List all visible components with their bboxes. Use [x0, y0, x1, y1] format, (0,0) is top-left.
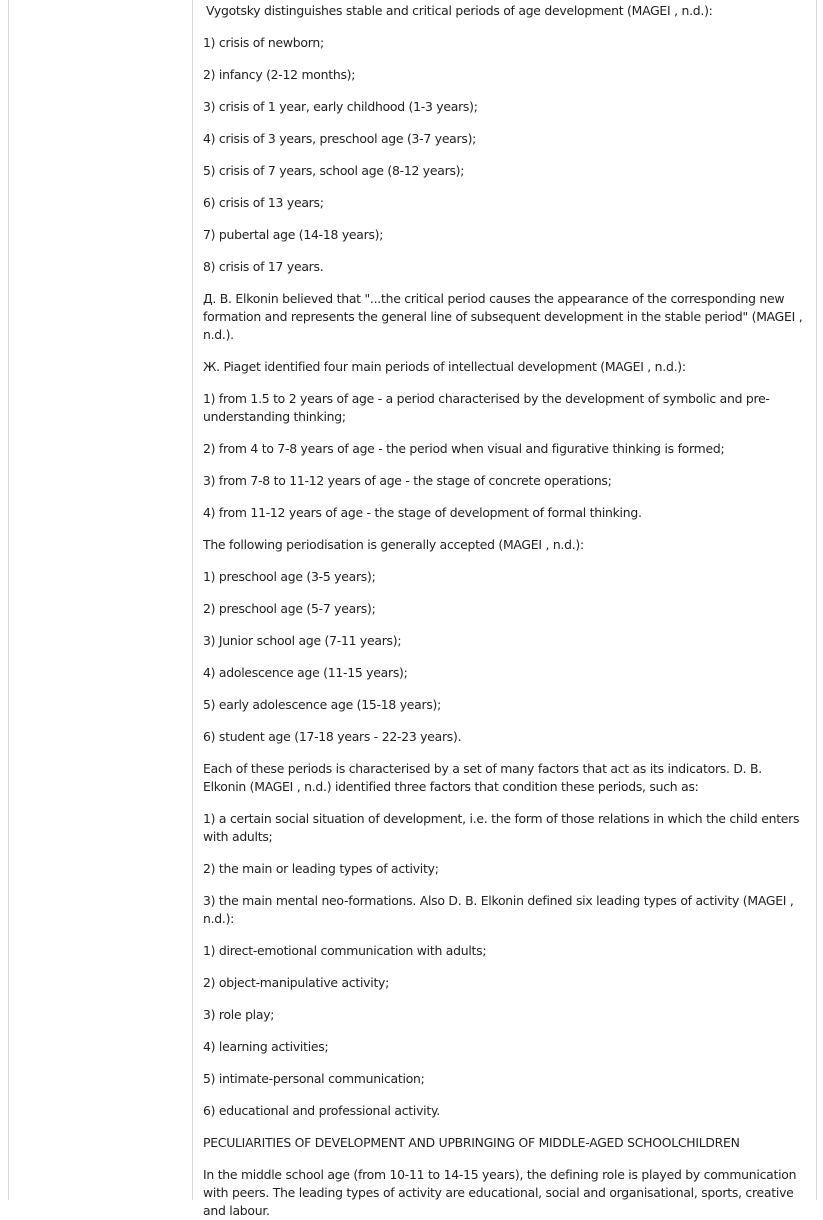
list-item-period-3: 3) Junior school age (7-11 years); — [203, 633, 402, 648]
list-item-activity-3: 3) role play; — [203, 1007, 275, 1022]
list-item-activity-2: 2) object-manipulative activity; — [203, 975, 390, 990]
list-item-factor-3: 3) the main mental neo-formations. Also D. B. Elkonin defined six leading types of activity (MAGEI , n.d.): — [203, 893, 794, 926]
list-item-crisis-7-years: 5) crisis of 7 years, school age (8-12 years); — [203, 163, 465, 178]
paragraph-middle-school-age: In the middle school age (from 10-11 to 14-15 years), the defining role is played by communication with peers. The leading types of activity are educational, social and organisational, sports, creative and labour. — [203, 1167, 797, 1218]
list-item-period-4: 4) adolescence age (11-15 years); — [203, 665, 408, 680]
article-content — [193, 0, 817, 1218]
list-item-crisis-3-years: 4) crisis of 3 years, preschool age (3-7 years); — [203, 131, 477, 146]
list-item-crisis-1-year: 3) crisis of 1 year, early childhood (1-3 years); — [203, 99, 478, 114]
list-item-piaget-4: 4) from 11-12 years of age - the stage of development of formal thinking. — [203, 505, 642, 520]
list-item-crisis-17-years: 8) crisis of 17 years. — [203, 259, 324, 274]
list-item-factor-1: 1) a certain social situation of development, i.e. the form of those relations in which the child enters with adults; — [203, 811, 800, 844]
left-sidebar-column — [8, 0, 193, 1200]
list-item-factor-2: 2) the main or leading types of activity; — [203, 861, 439, 876]
paragraph-periodisation-intro: The following periodisation is generally accepted (MAGEI , n.d.): — [203, 537, 584, 552]
list-item-period-1: 1) preschool age (3-5 years); — [203, 569, 376, 584]
list-item-period-6: 6) student age (17-18 years - 22-23 years). — [203, 729, 462, 744]
paragraph-vygotsky-intro: Vygotsky distinguishes stable and critical periods of age development (MAGEI , n.d.): — [206, 3, 713, 18]
list-item-piaget-3: 3) from 7-8 to 11-12 years of age - the stage of concrete operations; — [203, 473, 612, 488]
list-item-piaget-2: 2) from 4 to 7-8 years of age - the period when visual and figurative thinking is formed; — [203, 441, 725, 456]
list-item-activity-6: 6) educational and professional activity. — [203, 1103, 440, 1118]
paragraph-piaget-intro: Ж. Piaget identified four main periods of intellectual development (MAGEI , n.d.): — [203, 359, 686, 374]
list-item-pubertal-age: 7) pubertal age (14-18 years); — [203, 227, 384, 242]
paragraph-factors-intro: Each of these periods is characterised by a set of many factors that act as its indicators. D. B. Elkonin (MAGEI , n.d.) identified three factors that condition these periods, such as: — [203, 761, 762, 794]
list-item-crisis-newborn: 1) crisis of newborn; — [203, 35, 324, 50]
list-item-activity-5: 5) intimate-personal communication; — [203, 1071, 425, 1086]
list-item-period-5: 5) early adolescence age (15-18 years); — [203, 697, 442, 712]
list-item-crisis-13-years: 6) crisis of 13 years; — [203, 195, 324, 210]
list-item-activity-1: 1) direct-emotional communication with adults; — [203, 943, 487, 958]
list-item-piaget-1: 1) from 1.5 to 2 years of age - a period characterised by the development of symbolic and pre-understanding thinking; — [203, 391, 770, 424]
list-item-infancy: 2) infancy (2-12 months); — [203, 67, 356, 82]
paragraph-elkonin-quote: Д. В. Elkonin believed that "...the critical period causes the appearance of the corresponding new formation and represents the general line of subsequent development in the stable period" (MAGEI , n.d.). — [203, 291, 803, 342]
list-item-period-2: 2) preschool age (5-7 years); — [203, 601, 376, 616]
section-heading-middle-aged: PECULIARITIES OF DEVELOPMENT AND UPBRINGING OF MIDDLE-AGED SCHOOLCHILDREN — [203, 1135, 740, 1150]
list-item-activity-4: 4) learning activities; — [203, 1039, 329, 1054]
